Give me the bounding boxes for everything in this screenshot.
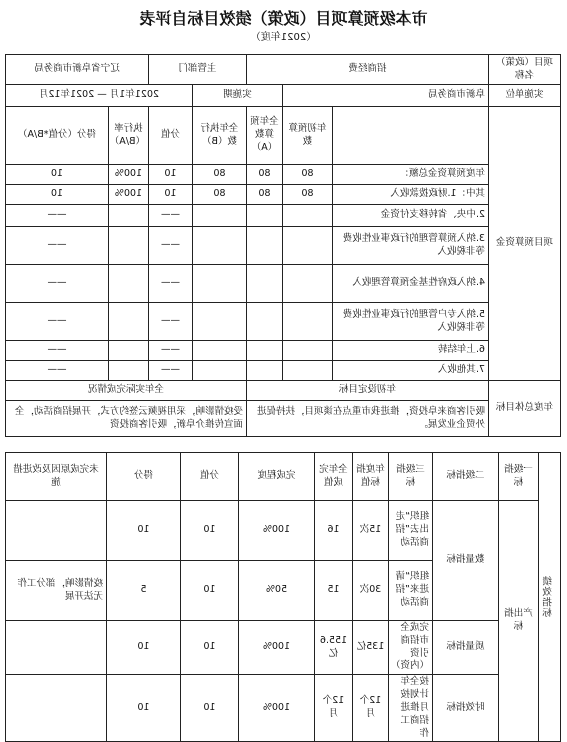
funds-cell: ——: [148, 265, 192, 303]
perf-rate: 100%: [239, 501, 315, 561]
perf-target: 30次: [353, 561, 389, 621]
perf-level3: 组织“走出去”招商活动: [389, 501, 433, 561]
funds-cell: ——: [5, 341, 108, 361]
perf-score: 10: [181, 561, 239, 621]
funds-row-label: 5.纳入专户管理的行政事业性收费等非税收入: [333, 303, 489, 341]
funds-cell: [283, 227, 333, 265]
funds-header-blank: [333, 107, 489, 165]
perf-section-label: [539, 453, 561, 742]
funds-row-label: 7.其他收入: [333, 361, 489, 381]
funds-row-label: 4.纳入政府性基金预算管理收入: [333, 265, 489, 303]
funds-row-label: 其中：1.财政拨款收入: [333, 185, 489, 205]
funds-cell: [246, 303, 282, 341]
perf-got: 10: [107, 675, 181, 742]
funds-cell: [283, 303, 333, 341]
funds-cell: [108, 361, 148, 381]
goals-plan-header: 年初设定目标: [246, 381, 488, 401]
funds-cell: [283, 205, 333, 227]
goals-actual-header: 全年实际完成情况: [5, 381, 246, 401]
perf-header: 未完成原因及改进措施: [6, 453, 107, 501]
funds-cell: 10: [148, 185, 192, 205]
funds-cell: [192, 341, 246, 361]
perf-level3: 完成全市招商引资（内资）: [389, 621, 433, 675]
goals-actual-text: 受疫情影响，采用视频云签约方式，开展招商活动，全面宣传推介阜新，吸引客商投资: [5, 401, 246, 437]
funds-cell: 10: [148, 165, 192, 185]
perf-got: 10: [107, 621, 181, 675]
funds-header: 年初预算数: [283, 107, 333, 165]
perf-header: 分值: [181, 453, 239, 501]
funds-cell: 100%: [108, 185, 148, 205]
perf-level3: 组织“请进来”招商活动: [389, 561, 433, 621]
dept-label: 主管部门: [148, 55, 246, 85]
funds-header: 得分（分值*B/A）: [5, 107, 108, 165]
funds-cell: 80: [283, 185, 333, 205]
funds-cell: [283, 341, 333, 361]
perf-target: 135亿: [353, 621, 389, 675]
funds-row-label: 3.纳入预算管理的行政事业性收费等非税收入: [333, 227, 489, 265]
funds-cell: [192, 303, 246, 341]
perf-header: 三级指标: [389, 453, 433, 501]
perf-rate: 100%: [239, 621, 315, 675]
perf-actual: 12个月: [315, 675, 353, 742]
page-title: 市本级预算项目（政策）绩效目标自评表: [139, 9, 428, 28]
perf-header: 全年完成值: [315, 453, 353, 501]
funds-cell: [283, 361, 333, 381]
perf-header: 年度指标值: [353, 453, 389, 501]
funds-cell: 80: [283, 165, 333, 185]
funds-cell: [108, 265, 148, 303]
funds-cell: 80: [192, 185, 246, 205]
perf-level2: 时效指标: [433, 675, 499, 742]
funds-cell: 80: [246, 185, 282, 205]
funds-cell: ——: [148, 341, 192, 361]
perf-actual: 16: [315, 501, 353, 561]
perf-target: 12个月: [353, 675, 389, 742]
funds-cell: [108, 227, 148, 265]
funds-cell: [246, 205, 282, 227]
perf-got: 10: [107, 501, 181, 561]
funds-cell: [192, 265, 246, 303]
perf-score: 10: [181, 501, 239, 561]
funds-cell: ——: [148, 205, 192, 227]
unit-label: 实施单位: [489, 85, 561, 107]
perf-header: 完成程度: [239, 453, 315, 501]
funds-cell: ——: [5, 265, 108, 303]
funds-cell: [192, 227, 246, 265]
funds-cell: 10: [5, 185, 108, 205]
perf-reason: [6, 621, 107, 675]
perf-section-label-text: 绩效指标: [543, 576, 555, 619]
funds-section-label: 项目预算资金: [489, 107, 561, 381]
funds-cell: [108, 341, 148, 361]
project-name-label: 项目（政策）名称: [489, 55, 561, 85]
funds-header: 全年预算数（A）: [246, 107, 282, 165]
funds-row-label: 6.上年结转: [333, 341, 489, 361]
funds-row-label: 年度预算资金总额：: [333, 165, 489, 185]
funds-cell: [246, 265, 282, 303]
goals-plan-text: 吸引客商来阜投资，推进我市重点在谈项目，扶持促进外贸企业发展。: [246, 401, 488, 437]
perf-reason: [6, 501, 107, 561]
funds-cell: [108, 303, 148, 341]
funds-cell: [246, 361, 282, 381]
perf-score: 10: [181, 675, 239, 742]
funds-table: [5, 54, 561, 437]
funds-cell: [246, 227, 282, 265]
perf-target: 15次: [353, 501, 389, 561]
project-name-value: 招商经费: [246, 55, 488, 85]
funds-header: 全年执行数（B）: [192, 107, 246, 165]
funds-cell: 100%: [108, 165, 148, 185]
funds-cell: ——: [148, 361, 192, 381]
perf-header: 二级指标: [433, 453, 499, 501]
perf-reason: [6, 675, 107, 742]
funds-cell: 80: [246, 165, 282, 185]
funds-cell: [192, 361, 246, 381]
funds-cell: 10: [5, 165, 108, 185]
goals-section-label: 年度总体目标: [489, 381, 561, 437]
funds-cell: [283, 265, 333, 303]
unit-value: 阜新市商务局: [283, 85, 489, 107]
funds-cell: ——: [5, 227, 108, 265]
perf-level3: 按全年计划按月推进招商工作: [389, 675, 433, 742]
funds-cell: ——: [148, 303, 192, 341]
page-subtitle: （2021年度）: [250, 32, 317, 43]
funds-cell: [246, 341, 282, 361]
funds-cell: ——: [148, 227, 192, 265]
perf-rate: 100%: [239, 675, 315, 742]
perf-rate: 50%: [239, 561, 315, 621]
perf-actual: 155.6亿: [315, 621, 353, 675]
performance-table: [5, 452, 561, 742]
funds-cell: [192, 205, 246, 227]
period-value: 2021年1月 — 2021年12月: [5, 85, 192, 107]
dept-value: 辽宁省阜新市商务局: [5, 55, 148, 85]
perf-actual: 15: [315, 561, 353, 621]
funds-header: 分值: [148, 107, 192, 165]
perf-header: 得分: [107, 453, 181, 501]
funds-cell: [108, 205, 148, 227]
perf-got: 5: [107, 561, 181, 621]
perf-level1: 产出指标: [499, 501, 539, 742]
perf-reason: 疫情影响，部分工作无法开展: [6, 561, 107, 621]
funds-cell: ——: [5, 205, 108, 227]
perf-level2: 质量指标: [433, 621, 499, 675]
funds-cell: 80: [192, 165, 246, 185]
funds-row-label: 2.中央、省转移支付资金: [333, 205, 489, 227]
perf-level2: 数量指标: [433, 501, 499, 621]
funds-cell: ——: [5, 361, 108, 381]
funds-cell: ——: [5, 303, 108, 341]
perf-header: 一级指标: [499, 453, 539, 501]
perf-score: 10: [181, 621, 239, 675]
period-label: 实施期: [192, 85, 282, 107]
funds-header: 执行率（B/A）: [108, 107, 148, 165]
